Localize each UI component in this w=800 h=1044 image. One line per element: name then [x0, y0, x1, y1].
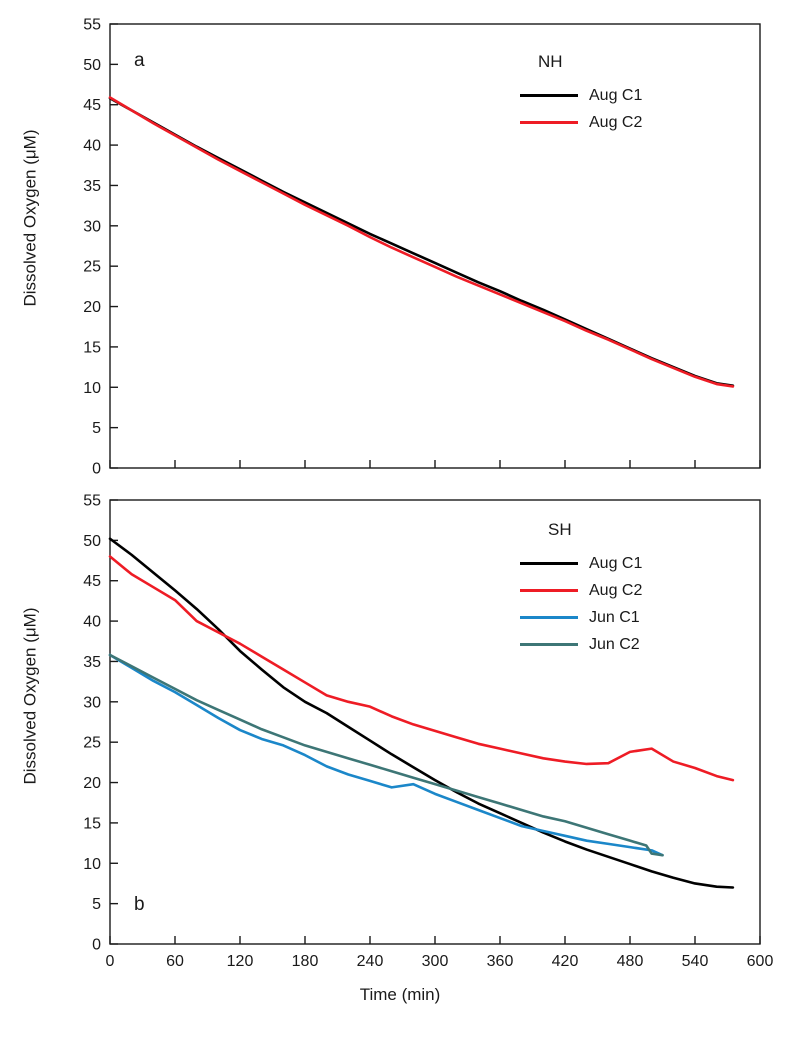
panel-a-plot: [20, 10, 780, 480]
panel-a-tag: NH: [538, 52, 563, 71]
panel-a: [20, 10, 780, 480]
svg-text:0: 0: [92, 936, 101, 954]
svg-text:25: 25: [83, 258, 101, 276]
legend-swatch-aug-c1: [520, 94, 578, 97]
legend-swatch-jun-c2: [520, 643, 578, 646]
legend-item: [520, 577, 642, 604]
svg-text:20: 20: [83, 299, 101, 317]
svg-text:45: 45: [83, 97, 101, 115]
svg-text:60: 60: [166, 953, 184, 970]
svg-text:25: 25: [83, 734, 101, 752]
svg-text:50: 50: [83, 56, 101, 74]
svg-text:20: 20: [83, 775, 101, 793]
panel-b-legend: [520, 550, 642, 658]
panel-a-y-axis-title: Dissolved Oxygen (μM): [20, 129, 40, 307]
panel-b: [20, 488, 780, 978]
svg-text:50: 50: [83, 532, 101, 550]
svg-text:55: 55: [83, 492, 101, 510]
legend-item: [520, 550, 642, 577]
svg-text:10: 10: [83, 855, 101, 873]
svg-text:30: 30: [83, 218, 101, 236]
svg-text:35: 35: [83, 653, 101, 671]
legend-label-jun-c2: Jun C2: [589, 635, 640, 653]
legend-item: [520, 604, 642, 631]
svg-text:180: 180: [291, 953, 319, 970]
svg-text:10: 10: [83, 379, 101, 397]
panel-b-tag: SH: [548, 520, 572, 539]
svg-text:420: 420: [551, 953, 579, 970]
svg-text:40: 40: [83, 137, 101, 155]
legend-label-aug-c2: Aug C2: [589, 581, 643, 599]
legend-item: [520, 109, 642, 136]
svg-text:35: 35: [83, 177, 101, 195]
svg-text:30: 30: [83, 694, 101, 712]
panel-a-letter: a: [134, 50, 145, 71]
x-axis-title: Time (min): [359, 985, 441, 1004]
legend-swatch-jun-c1: [520, 616, 578, 619]
panel-b-y-axis-title: Dissolved Oxygen (μM): [20, 607, 40, 785]
legend-label-aug-c2: Aug C2: [589, 113, 643, 131]
svg-text:360: 360: [486, 953, 514, 970]
panel-b-letter: b: [134, 894, 145, 915]
svg-text:0: 0: [105, 953, 115, 970]
svg-text:15: 15: [83, 339, 101, 357]
legend-label-jun-c1: Jun C1: [589, 608, 640, 626]
svg-text:40: 40: [83, 613, 101, 631]
legend-label-aug-c1: Aug C1: [589, 86, 643, 104]
svg-text:15: 15: [83, 815, 101, 833]
svg-text:0: 0: [92, 460, 101, 478]
legend-swatch-aug-c2: [520, 589, 578, 592]
legend-label-aug-c1: Aug C1: [589, 554, 643, 572]
svg-text:600: 600: [746, 953, 774, 970]
svg-text:240: 240: [356, 953, 384, 970]
legend-swatch-aug-c2: [520, 121, 578, 124]
svg-text:540: 540: [681, 953, 709, 970]
svg-text:55: 55: [83, 16, 101, 34]
panel-a-legend: [520, 82, 642, 136]
legend-item: [520, 631, 642, 658]
svg-text:480: 480: [616, 953, 644, 970]
legend-swatch-aug-c1: [520, 562, 578, 565]
svg-text:120: 120: [226, 953, 254, 970]
legend-item: [520, 82, 642, 109]
svg-text:300: 300: [421, 953, 449, 970]
svg-text:5: 5: [92, 896, 101, 914]
svg-text:5: 5: [92, 420, 101, 438]
svg-text:45: 45: [83, 573, 101, 591]
